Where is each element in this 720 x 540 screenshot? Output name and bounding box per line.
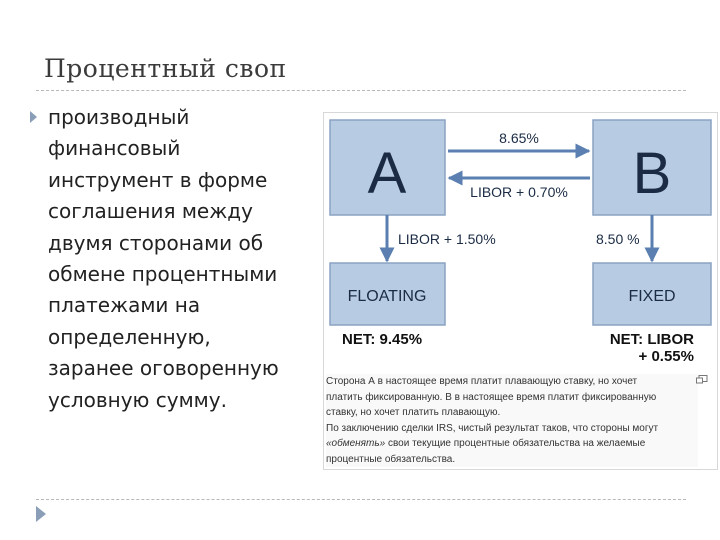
bullet-line: условную сумму. bbox=[48, 387, 227, 412]
fixed-payment-label: 8.65% bbox=[499, 130, 539, 146]
b-external-label: 8.50 % bbox=[596, 231, 640, 247]
fixed-box-label: FIXED bbox=[628, 288, 676, 305]
caption-emphasis: «обменять» bbox=[326, 438, 386, 449]
a-external-label: LIBOR + 1.50% bbox=[398, 231, 496, 247]
bullet-line: заранее оговоренную bbox=[48, 356, 279, 381]
caption-line: процентные обязательства. bbox=[326, 453, 456, 465]
caption-line bbox=[326, 436, 698, 452]
title-divider bbox=[36, 90, 686, 91]
caption-line: ставку, но хочет платить плавающую. bbox=[326, 407, 501, 418]
bullet-line: определенную, bbox=[48, 324, 211, 349]
net-b-line1: NET: LIBOR bbox=[609, 331, 694, 348]
bullet-line: финансовый bbox=[48, 136, 181, 161]
floating-payment-label: LIBOR + 0.70% bbox=[470, 184, 568, 200]
bullet-line: инструмент в форме bbox=[48, 167, 268, 192]
caption-line-rest: свои текущие процентные обязательства на желаемые bbox=[385, 438, 646, 449]
bullet-line: соглашения между bbox=[48, 199, 253, 224]
bullet-text bbox=[48, 102, 310, 416]
swap-diagram bbox=[324, 113, 717, 371]
bullet-arrow-icon bbox=[30, 111, 37, 123]
bullet-line: двумя сторонами об bbox=[48, 230, 264, 255]
slide-title: Процентный своп bbox=[44, 54, 287, 83]
caption-line: Сторона А в настоящее время платит плавающую ставку, но хочет bbox=[326, 376, 638, 387]
party-b-label: B bbox=[632, 141, 672, 206]
floating-box-label: FLOATING bbox=[347, 288, 427, 305]
swap-figure bbox=[323, 112, 718, 470]
footer-divider bbox=[36, 499, 686, 500]
next-slide-icon[interactable] bbox=[36, 506, 46, 522]
party-a-label: A bbox=[367, 141, 407, 206]
net-b-line2: + 0.55% bbox=[638, 348, 694, 365]
caption-line: платить фиксированную. В в настоящее время платит фиксированную bbox=[326, 391, 657, 403]
enlarge-icon[interactable] bbox=[696, 375, 708, 384]
caption-line: По заключению сделки IRS, чистый результат таков, что стороны могут bbox=[326, 422, 659, 434]
bullet-line: обмене процентными bbox=[48, 262, 278, 287]
bullet-line: платежами на bbox=[48, 293, 201, 318]
net-a-label: NET: 9.45% bbox=[342, 331, 423, 348]
figure-caption bbox=[326, 374, 698, 467]
bullet-line: производный bbox=[48, 105, 190, 129]
